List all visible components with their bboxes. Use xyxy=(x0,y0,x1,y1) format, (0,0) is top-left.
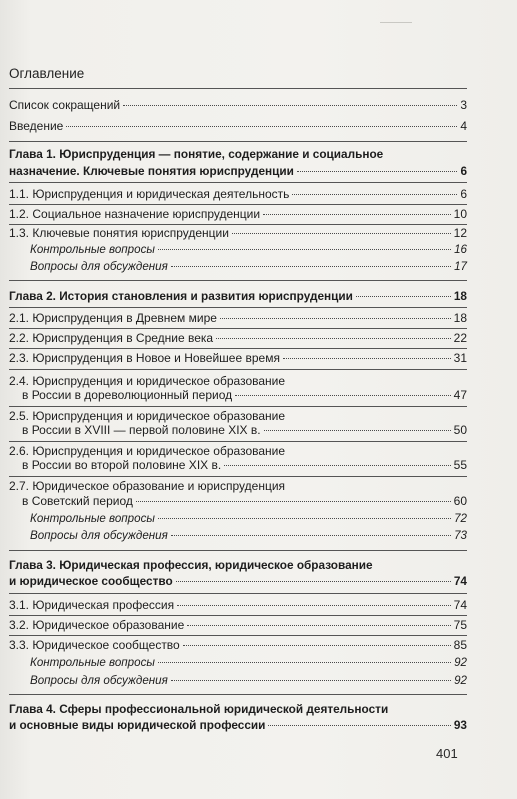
toc-entry-2-7[interactable]: в Советский период 60 xyxy=(22,494,467,508)
toc-entry-2-4[interactable]: в России в дореволюционный период 47 xyxy=(22,388,467,402)
toc-entry-2-6[interactable]: в России во второй половине XIX в. 55 xyxy=(22,458,467,472)
entry-rule xyxy=(9,369,467,370)
toc-entry-abbreviations[interactable]: Список сокращений 3 xyxy=(9,98,467,112)
entry-rule xyxy=(9,615,467,616)
header-line xyxy=(380,22,412,23)
toc-entry-2-4-line1[interactable]: 2.4. Юриспруденция и юридическое образование xyxy=(9,374,286,388)
chapter-1-heading-line1[interactable]: Глава 1. Юриспруденция — понятие, содержание и социальное xyxy=(9,147,384,161)
toc-entry-3-discussion[interactable]: Вопросы для обсуждения 92 xyxy=(30,674,467,687)
section-rule xyxy=(9,550,467,551)
toc-entry-3-1[interactable]: 3.1. Юридическая профессия 74 xyxy=(9,598,467,612)
toc-entry-1-2[interactable]: 1.2. Социальное назначение юриспруденции 10 xyxy=(9,207,467,221)
toc-entry-2-7-line1[interactable]: 2.7. Юридическое образование и юриспруденция xyxy=(9,479,286,493)
toc-entry-introduction[interactable]: Введение 4 xyxy=(9,119,467,133)
toc-entry-2-discussion[interactable]: Вопросы для обсуждения 73 xyxy=(30,529,467,542)
toc-entry-3-questions[interactable]: Контрольные вопросы 92 xyxy=(30,656,467,669)
entry-rule xyxy=(9,441,467,442)
chapter-rule xyxy=(9,593,467,594)
toc-entry-2-questions[interactable]: Контрольные вопросы 72 xyxy=(30,512,467,525)
title-rule xyxy=(9,88,467,89)
section-rule xyxy=(9,694,467,695)
toc-entry-1-3[interactable]: 1.3. Ключевые понятия юриспруденции 12 xyxy=(9,226,467,240)
toc-entry-3-3[interactable]: 3.3. Юридическое сообщество 85 xyxy=(9,638,467,652)
section-rule xyxy=(9,280,467,281)
toc-entry-2-2[interactable]: 2.2. Юриспруденция в Средние века 22 xyxy=(9,331,467,345)
chapter-rule xyxy=(9,182,467,183)
entry-rule xyxy=(9,476,467,477)
chapter-rule xyxy=(9,307,467,308)
chapter-4-heading[interactable]: и основные виды юридической профессии 93 xyxy=(9,718,467,732)
toc-entry-3-2[interactable]: 3.2. Юридическое образование 75 xyxy=(9,618,467,632)
chapter-1-heading[interactable]: назначение. Ключевые понятия юриспруденции 6 xyxy=(9,164,467,178)
entry-rule xyxy=(9,635,467,636)
page-number: 401 xyxy=(436,746,458,761)
chapter-3-heading-line1[interactable]: Глава 3. Юридическая профессия, юридическое образование xyxy=(9,558,373,572)
toc-entry-1-discussion[interactable]: Вопросы для обсуждения 17 xyxy=(30,260,467,273)
chapter-3-heading[interactable]: и юридическое сообщество 74 xyxy=(9,574,467,588)
toc-entry-2-3[interactable]: 2.3. Юриспруденция в Новое и Новейшее время 31 xyxy=(9,351,467,365)
entry-rule xyxy=(9,406,467,407)
toc-entry-2-5[interactable]: в России в XVIII — первой половине XIX в. 50 xyxy=(22,423,467,437)
chapter-2-heading[interactable]: Глава 2. История становления и развития юриспруденции 18 xyxy=(9,289,467,303)
entry-rule xyxy=(9,328,467,329)
chapter-4-heading-line1[interactable]: Глава 4. Сферы профессиональной юридической деятельности xyxy=(9,702,389,716)
toc-entry-2-5-line1[interactable]: 2.5. Юриспруденция и юридическое образование xyxy=(9,409,286,423)
toc-entry-1-1[interactable]: 1.1. Юриспруденция и юридическая деятельность 6 xyxy=(9,187,467,201)
entry-rule xyxy=(9,204,467,205)
toc-entry-2-1[interactable]: 2.1. Юриспруденция в Древнем мире 18 xyxy=(9,311,467,325)
toc-entry-1-questions[interactable]: Контрольные вопросы 16 xyxy=(30,243,467,256)
toc-entry-2-6-line1[interactable]: 2.6. Юриспруденция и юридическое образование xyxy=(9,444,286,458)
toc-title: Оглавление xyxy=(9,66,85,81)
entry-rule xyxy=(9,348,467,349)
section-rule xyxy=(9,141,467,142)
entry-rule xyxy=(9,224,467,225)
